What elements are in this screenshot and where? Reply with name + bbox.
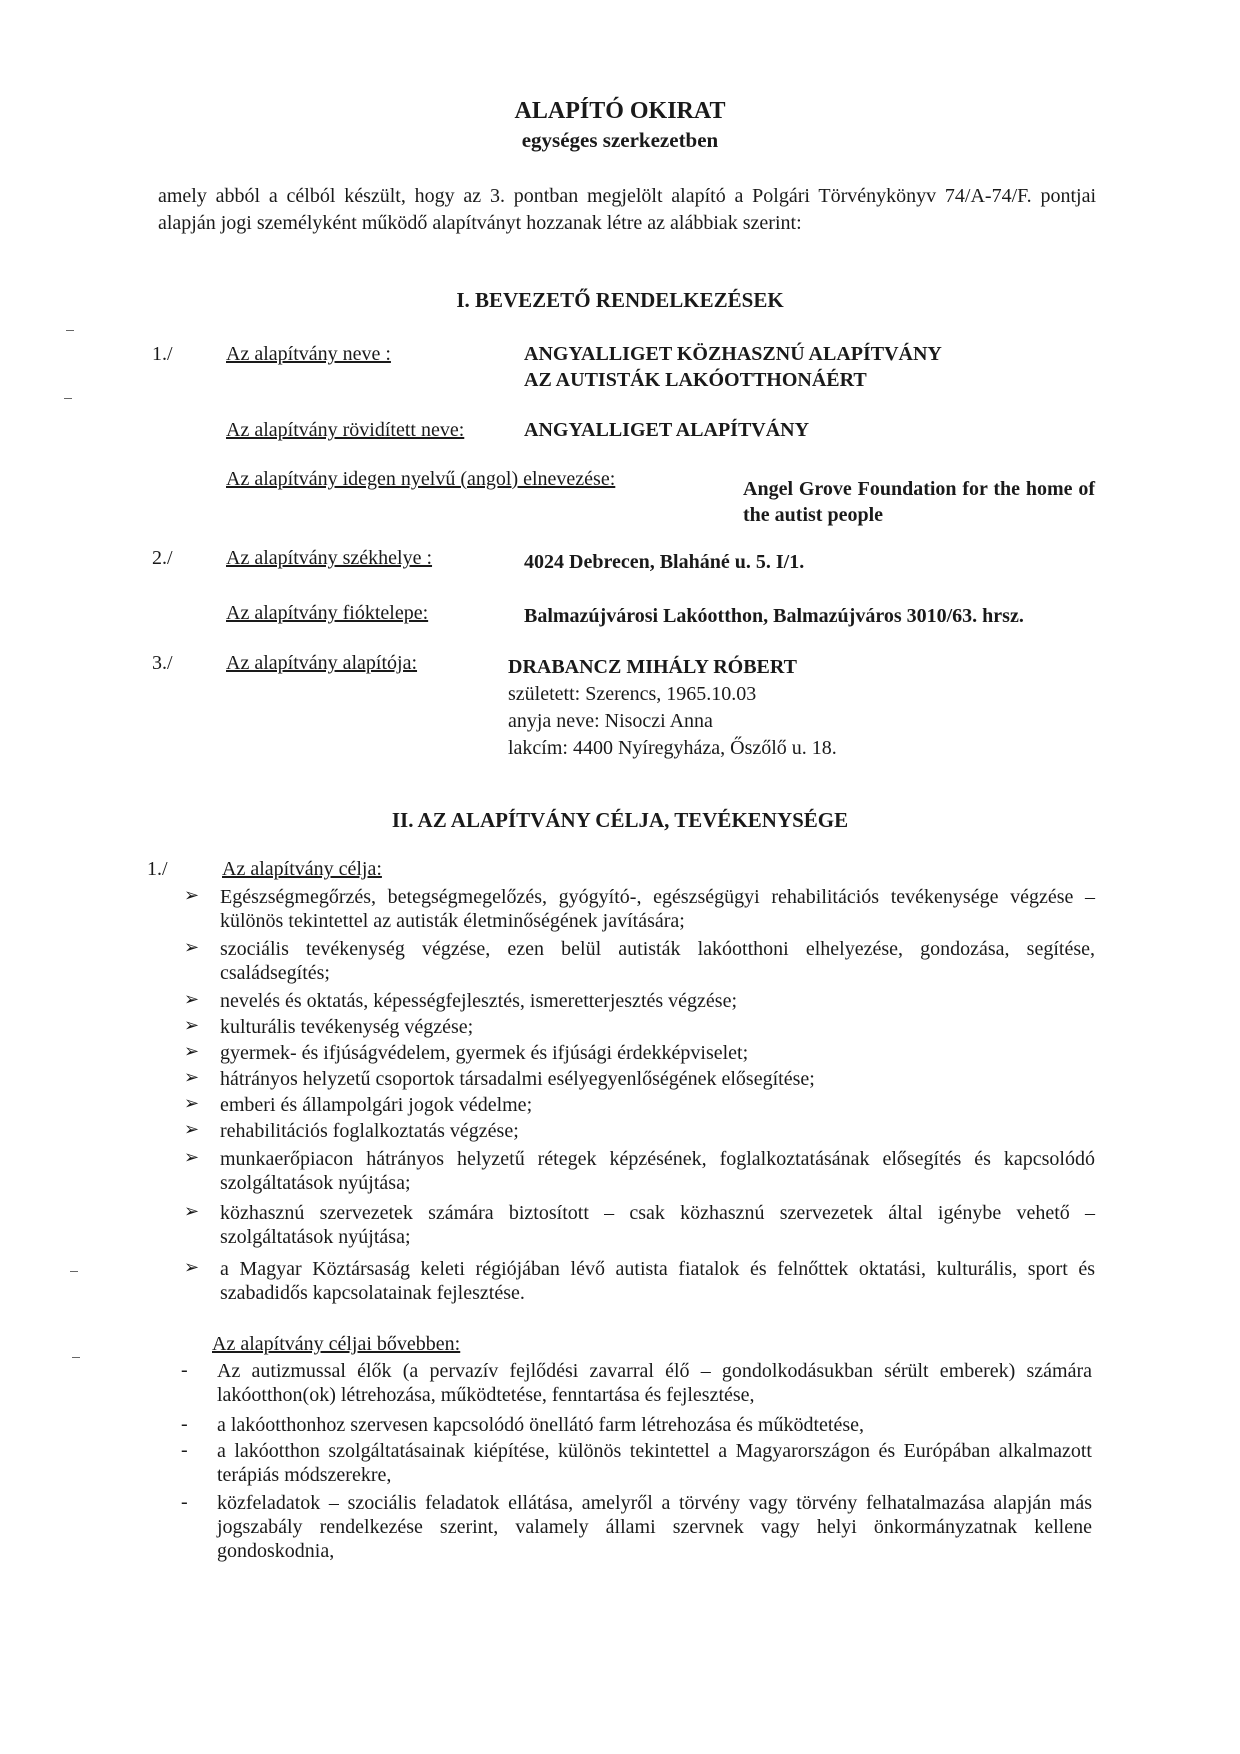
- founder-name: DRABANCZ MIHÁLY RÓBERT: [508, 656, 797, 678]
- short-name-label: Az alapítvány rövidített neve:: [226, 419, 465, 441]
- item-2-number: 2./: [152, 547, 173, 569]
- arrow-bullet-icon: ➢: [184, 1257, 200, 1277]
- section-2-heading: II. AZ ALAPÍTVÁNY CÉLJA, TEVÉKENYSÉGE: [391, 808, 849, 832]
- dash-bullet: -: [181, 1359, 188, 1381]
- section-1-heading: I. BEVEZETŐ RENDELKEZÉSEK: [456, 288, 784, 312]
- branch-label: Az alapítvány fióktelepe:: [226, 602, 429, 624]
- goal-bullet-item: rehabilitációs foglalkoztatás végzése;: [220, 1120, 519, 1142]
- goal-bullet-item: Egészségmegőrzés, betegségmegelőzés, gyógyító-, egészségügyi rehabilitációs tevékenysége végzése – különös tekintettel az autisták életminőségének javítására;: [220, 886, 1095, 932]
- goal-bullet-item: kulturális tevékenység végzése;: [220, 1016, 474, 1038]
- goal-bullet-item: hátrányos helyzetű csoportok társadalmi esélyegyenlőségének elősegítése;: [220, 1068, 815, 1090]
- arrow-bullet-icon: ➢: [184, 1015, 200, 1035]
- item-3-number: 3./: [152, 652, 173, 674]
- foundation-name-line1: ANGYALLIGET KÖZHASZNÚ ALAPÍTVÁNY: [524, 343, 942, 365]
- arrow-bullet-icon: ➢: [184, 1147, 200, 1167]
- arrow-bullet-icon: ➢: [184, 937, 200, 957]
- foundation-name-label: Az alapítvány neve :: [226, 343, 391, 365]
- scan-speck: [66, 330, 74, 331]
- arrow-bullet-icon: ➢: [184, 1201, 200, 1221]
- arrow-bullet-icon: ➢: [184, 885, 200, 905]
- scan-speck: [70, 1271, 78, 1272]
- goal-bullet-item: a Magyar Köztársaság keleti régiójában lévő autista fiatalok és felnőttek oktatási, kulturális, sport és szabadidős kapcsolatainak fejlesztése.: [220, 1258, 1095, 1304]
- foundation-name-line2: AZ AUTISTÁK LAKÓOTTHONÁÉRT: [524, 369, 867, 391]
- seat-label: Az alapítvány székhelye :: [226, 547, 433, 569]
- scan-speck: [64, 398, 72, 399]
- seat-value: 4024 Debrecen, Blaháné u. 5. I/1.: [524, 551, 805, 573]
- arrow-bullet-icon: ➢: [184, 1041, 200, 1061]
- arrow-bullet-icon: ➢: [184, 1093, 200, 1113]
- goal-label: Az alapítvány célja:: [222, 858, 382, 880]
- arrow-bullet-icon: ➢: [184, 1067, 200, 1087]
- short-name-value: ANGYALLIGET ALAPÍTVÁNY: [524, 419, 810, 441]
- item-1-number: 1./: [152, 343, 173, 365]
- goal-bullet-item: munkaerőpiacon hátrányos helyzetű rétegek képzésének, foglalkoztatásának elősegítés és kapcsolódó szolgáltatások nyújtása;: [220, 1148, 1095, 1194]
- goal-bullet-item: gyermek- és ifjúságvédelem, gyermek és ifjúsági érdekképviselet;: [220, 1042, 749, 1064]
- intro-paragraph: amely abból a célból készült, hogy az 3. pontban megjelölt alapító a Polgári Törvénykönyv 74/A-74/F. pontjai alapján jogi személyként működő alapítványt hozzanak létre az alábbiak szerint:: [158, 185, 1096, 234]
- arrow-bullet-icon: ➢: [184, 1119, 200, 1139]
- document-title: ALAPÍTÓ OKIRAT: [514, 98, 726, 124]
- goal-bullet-item: nevelés és oktatás, képességfejlesztés, ismeretterjesztés végzése;: [220, 990, 738, 1012]
- founder-mother: anyja neve: Nisoczi Anna: [508, 710, 713, 732]
- goal-detail-item: közfeladatok – szociális feladatok ellátása, amelyről a törvény vagy törvény felhatalmazása alapján más jogszabály rendelkezése szerint, valamely állami szervnek vagy helyi önkormányzatnak kellene gondoskodnia,: [217, 1492, 1092, 1562]
- founder-label: Az alapítvány alapítója:: [226, 652, 418, 674]
- goal-bullet-item: szociális tevékenység végzése, ezen belül autisták lakóotthoni elhelyezése, gondozása, segítése, családsegítés;: [220, 938, 1095, 984]
- goal-detail-item: a lakóotthonhoz szervesen kapcsolódó önellátó farm létrehozása és működtetése,: [217, 1414, 864, 1436]
- founder-address: lakcím: 4400 Nyíregyháza, Őszőlő u. 18.: [508, 737, 837, 759]
- dash-bullet: -: [181, 1439, 188, 1461]
- arrow-bullet-icon: ➢: [184, 989, 200, 1009]
- goal-bullet-item: emberi és állampolgári jogok védelme;: [220, 1094, 533, 1116]
- foreign-name-label: Az alapítvány idegen nyelvű (angol) elnevezése:: [226, 468, 616, 490]
- scan-speck: [72, 1357, 80, 1358]
- goal-detail-item: Az autizmussal élők (a pervazív fejlődési zavarral élő – gondolkodásukban sérült emberek) számára lakóotthon(ok) létrehozása, működtetése, fenntartása és fejlesztése,: [217, 1360, 1092, 1406]
- founder-birth: született: Szerencs, 1965.10.03: [508, 683, 757, 705]
- section-2-item-number: 1./: [147, 858, 168, 880]
- goal-bullet-item: közhasznú szervezetek számára biztosított – csak közhasznú szervezetek által igénybe vehető – szolgáltatások nyújtása;: [220, 1202, 1095, 1248]
- branch-value: Balmazújvárosi Lakóotthon, Balmazújváros 3010/63. hrsz.: [524, 605, 1024, 627]
- dash-bullet: -: [181, 1491, 188, 1513]
- dash-bullet: -: [181, 1413, 188, 1435]
- document-subtitle: egységes szerkezetben: [521, 128, 719, 152]
- goal-detail-item: a lakóotthon szolgáltatásainak kiépítése, különös tekintettel a Magyarországon és Európában alkalmazott terápiás módszerekre,: [217, 1440, 1092, 1486]
- goals-more-label: Az alapítvány céljai bővebben:: [212, 1333, 461, 1355]
- foreign-name-value: Angel Grove Foundation for the home of the autist people: [743, 478, 1095, 526]
